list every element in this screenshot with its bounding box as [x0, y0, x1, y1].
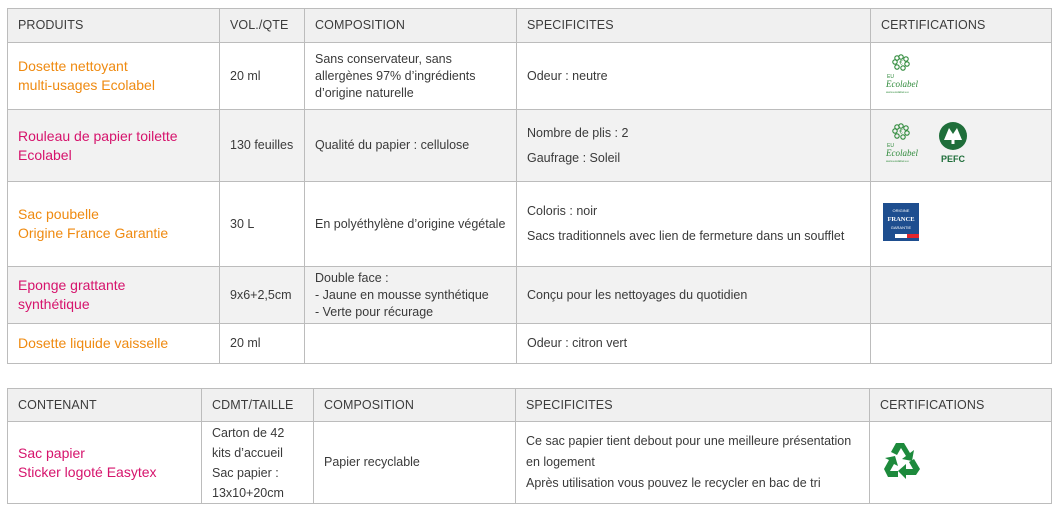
product-composition: En polyéthylène d’origine végétale: [305, 182, 517, 267]
header-specificites: SPECIFICITES: [517, 9, 871, 43]
certifications-cell: [871, 43, 1052, 110]
svg-text:€: €: [899, 60, 903, 66]
table-row: [8, 110, 1052, 182]
origine-france-garantie-icon: [881, 201, 921, 248]
product-name-line1: Sac poubelle: [18, 206, 99, 222]
table-header-row: [8, 9, 1052, 43]
table-row: [8, 182, 1052, 267]
product-name-line1: Dosette nettoyant: [18, 58, 128, 74]
product-name-line2: Origine France Garantie: [18, 225, 169, 241]
container-name-line1: Sac papier: [18, 444, 85, 461]
recycling-icon: [880, 439, 924, 486]
svg-text:€: €: [899, 129, 903, 136]
header-contenant: CONTENANT: [8, 389, 202, 422]
spec-line: Coloris : noir: [527, 204, 598, 218]
product-composition: Sans conservateur, sans allergènes 97% d’ingrédients d’origine naturelle: [305, 43, 517, 110]
products-table: [7, 8, 1052, 364]
product-name-line2: multi-usages Ecolabel: [18, 77, 155, 93]
table-row: [8, 267, 1052, 324]
ecolabel-icon: [881, 120, 921, 171]
svg-text:www.ecolabel.eu: www.ecolabel.eu: [886, 159, 909, 163]
product-name-line1: Eponge grattante: [18, 277, 126, 293]
container-size: [202, 422, 314, 504]
product-name: [8, 267, 220, 324]
product-name-line1: Rouleau de papier toilette: [18, 127, 178, 144]
product-spec: Conçu pour les nettoyages du quotidien: [517, 267, 871, 324]
certifications-cell: [870, 422, 1052, 504]
product-name-line1: Dosette liquide vaisselle: [18, 335, 169, 351]
header-composition: COMPOSITION: [314, 389, 516, 422]
product-composition: [305, 324, 517, 364]
svg-text:EU: EU: [887, 143, 894, 149]
spec-line: Gaufrage : Soleil: [527, 150, 621, 165]
svg-text:ORIGINE: ORIGINE: [892, 207, 910, 213]
product-name-line2: synthétique: [18, 296, 90, 312]
spec-line: Nombre de plis : 2: [527, 125, 629, 140]
product-composition: Qualité du papier : cellulose: [305, 110, 517, 182]
header-produits: PRODUITS: [8, 9, 220, 43]
product-name: [8, 182, 220, 267]
certifications-cell: [871, 182, 1052, 267]
certifications-cell: [871, 324, 1052, 364]
product-name: [8, 110, 220, 182]
size-line: Carton de 42 kits d’accueil: [212, 425, 285, 460]
spec-line: Ce sac papier tient debout pour une meilleure présentation en logement: [526, 434, 852, 469]
certifications-cell: [871, 267, 1052, 324]
container-name-line2: Sticker logoté Easytex: [18, 463, 157, 480]
header-vol-qte: VOL./QTE: [220, 9, 305, 43]
container-name: [8, 422, 202, 504]
composition-line: - Verte pour récurage: [315, 304, 434, 319]
product-spec: [517, 182, 871, 267]
product-volume: 130 feuilles: [220, 110, 305, 182]
product-spec: Odeur : neutre: [517, 43, 871, 110]
product-name-line2: Ecolabel: [18, 146, 72, 163]
table-header-row: [8, 389, 1052, 422]
header-composition: COMPOSITION: [305, 9, 517, 43]
header-specificites: SPECIFICITES: [516, 389, 870, 422]
svg-text:EU: EU: [887, 73, 894, 80]
composition-line: Double face :: [315, 270, 389, 285]
svg-text:Ecolabel: Ecolabel: [886, 148, 918, 158]
composition-line: - Jaune en mousse synthétique: [315, 287, 489, 302]
table-row: [8, 324, 1052, 364]
product-name: [8, 43, 220, 110]
size-line: Sac papier : 13x10+20cm: [212, 465, 284, 500]
product-spec: [517, 110, 871, 182]
svg-text:Ecolabel: Ecolabel: [886, 78, 918, 89]
header-cdmt-taille: CDMT/TAILLE: [202, 389, 314, 422]
pefc-icon: [931, 120, 975, 171]
ecolabel-icon: [881, 51, 921, 102]
table-row: [8, 43, 1052, 110]
product-volume: 30 L: [220, 182, 305, 267]
spec-line: Sacs traditionnels avec lien de fermeture dans un soufflet: [527, 229, 845, 243]
product-name: [8, 324, 220, 364]
svg-text:www.ecolabel.eu: www.ecolabel.eu: [886, 89, 909, 94]
product-volume: 20 ml: [220, 43, 305, 110]
product-composition: [305, 267, 517, 324]
svg-text:GARANTIE: GARANTIE: [890, 224, 912, 230]
product-volume: 9x6+2,5cm: [220, 267, 305, 324]
product-volume: 20 ml: [220, 324, 305, 364]
svg-text:FRANCE: FRANCE: [887, 215, 915, 223]
svg-text:PEFC: PEFC: [940, 154, 966, 164]
header-certifications: CERTIFICATIONS: [871, 9, 1052, 43]
certifications-cell: [871, 110, 1052, 182]
header-certifications: CERTIFICATIONS: [870, 389, 1052, 422]
container-spec: [516, 422, 870, 504]
spec-line: Après utilisation vous pouvez le recycler en bac de tri: [526, 476, 821, 490]
table-row: [8, 422, 1052, 504]
product-spec: Odeur : citron vert: [517, 324, 871, 364]
container-composition: Papier recyclable: [314, 422, 516, 504]
packaging-table: [7, 388, 1052, 504]
